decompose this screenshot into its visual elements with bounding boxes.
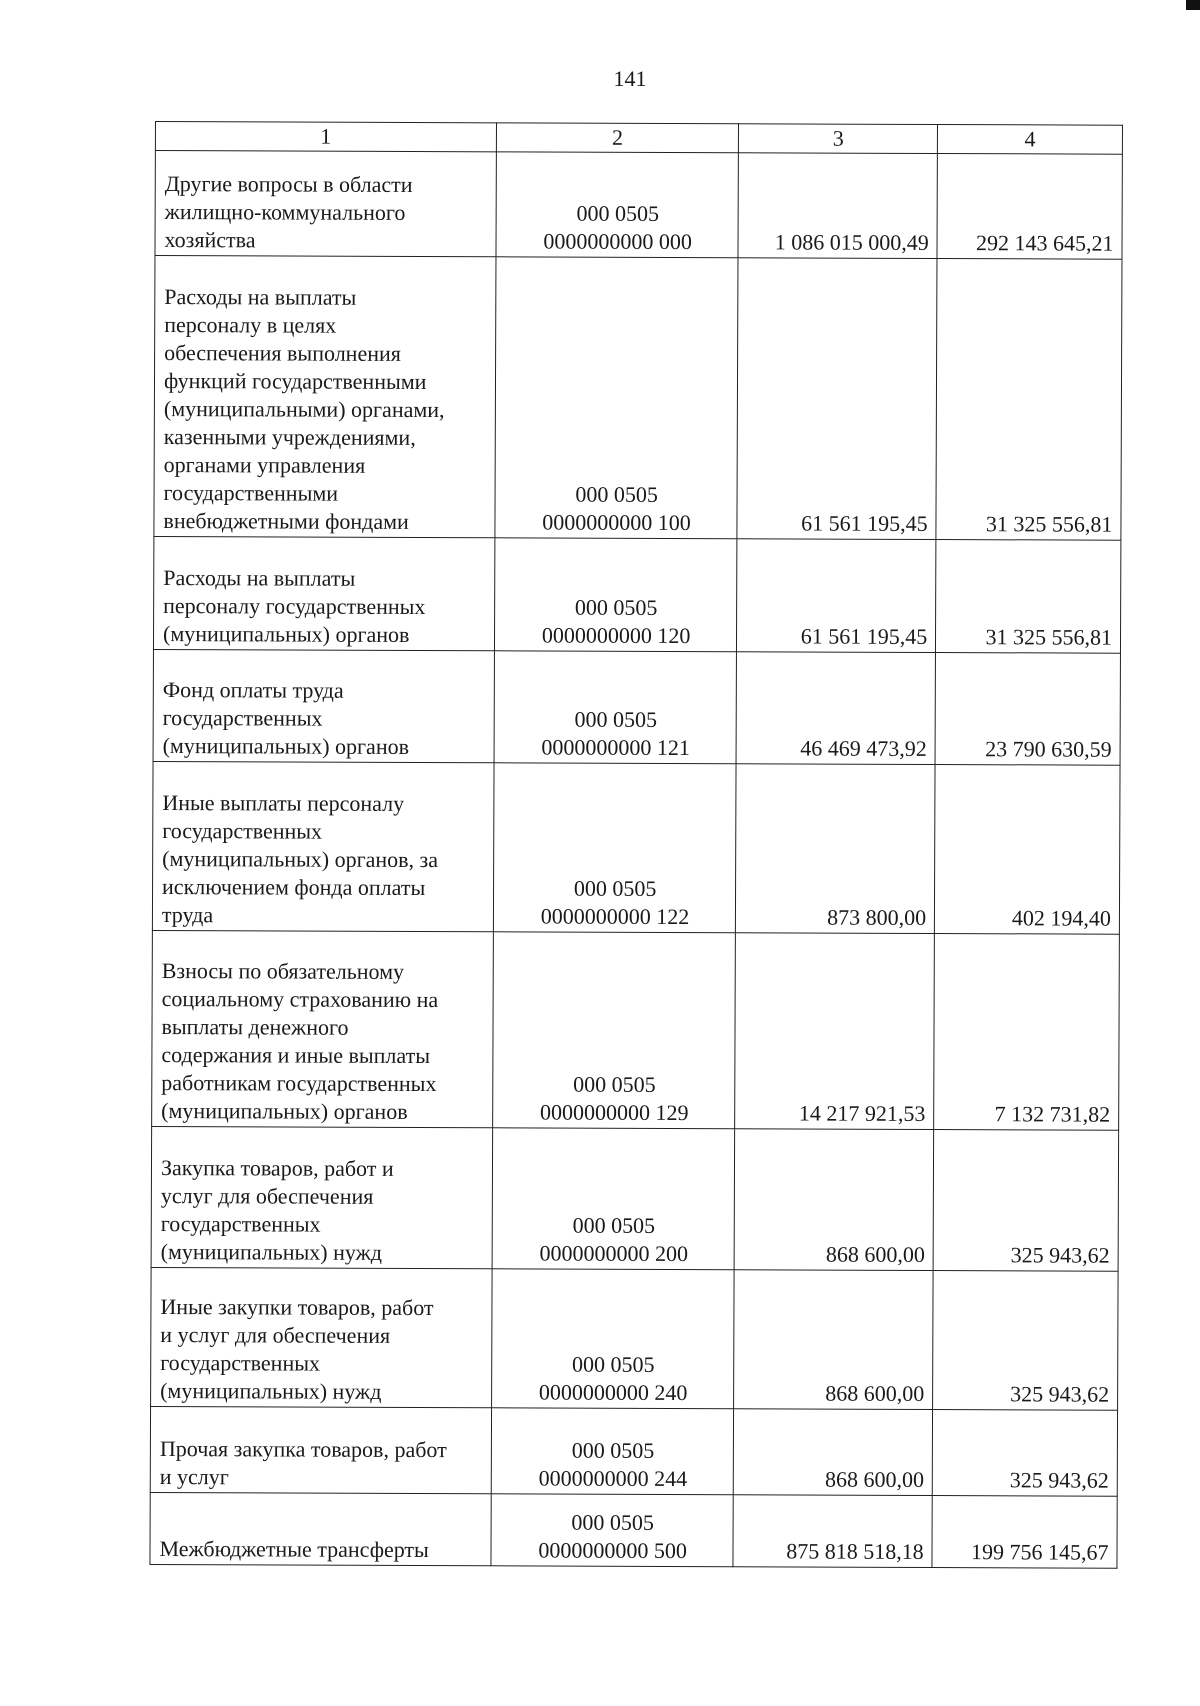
- row-name-cell: [153, 649, 494, 762]
- row-name-cell: [152, 930, 493, 1127]
- row-name-cell: [150, 1492, 491, 1565]
- row-name: Взносы по обязательному социальному страхованию на выплаты денежного содержания и иные выплаты работникам государственных (муниципальных) органов: [161, 958, 439, 1124]
- row-name: Расходы на выплаты персоналу в целях обеспечения выполнения функций государственными (муниципальными) органами, казенными учреждениями, органами управления государственными внебюджетными фондами: [163, 284, 445, 534]
- row-col3-value: 875 818 518,18: [733, 1495, 932, 1568]
- page-number: 141: [613, 66, 647, 91]
- row-col4-value: 31 325 556,81: [936, 540, 1121, 654]
- row-code-cell: [493, 763, 736, 933]
- row-code: 000 0505 0000000000 100: [542, 481, 691, 536]
- row-col3-value: 46 469 473,92: [736, 652, 935, 765]
- row-name: Иные закупки товаров, работ и услуг для обеспечения государственных (муниципальных) нужд: [160, 1294, 434, 1404]
- row-col4-value: 31 325 556,81: [936, 259, 1122, 541]
- row-code: 000 0505 0000000000 244: [538, 1437, 688, 1492]
- row-code: 000 0505 0000000000 200: [539, 1212, 689, 1267]
- table-row: [155, 151, 1122, 260]
- row-col4-value: 292 143 645,21: [937, 154, 1122, 260]
- row-name: Прочая закупка товаров, работ и услуг: [159, 1436, 447, 1490]
- table-row: [151, 1126, 1119, 1271]
- row-name-cell: [150, 1406, 491, 1493]
- row-col4-value: 325 943,62: [932, 1409, 1117, 1496]
- row-name: Фонд оплаты труда государственных (муниципальных) органов: [162, 677, 410, 759]
- row-col4-value: 325 943,62: [933, 1270, 1118, 1410]
- table-row: [153, 649, 1120, 765]
- row-col4-value: 199 756 145,67: [932, 1495, 1117, 1568]
- table-row: [150, 1406, 1117, 1496]
- table-row: [152, 761, 1120, 934]
- row-code-cell: [492, 1128, 735, 1270]
- row-code: 000 0505 0000000000 240: [538, 1351, 688, 1406]
- budget-table: [149, 121, 1123, 1569]
- row-col4-value: 7 132 731,82: [934, 933, 1120, 1130]
- row-name-cell: [154, 256, 496, 538]
- row-code-cell: [494, 651, 737, 764]
- row-name: Расходы на выплаты персоналу государственных (муниципальных) органов: [162, 565, 426, 647]
- row-name-cell: [152, 761, 493, 931]
- row-name: Иные выплаты персоналу государственных (муниципальных) органов, за исключением фонда оплаты труда: [161, 790, 439, 928]
- table-row: [154, 256, 1122, 541]
- row-col3-value: 61 561 195,45: [737, 258, 937, 540]
- row-name-cell: [153, 536, 494, 650]
- table-row: [153, 536, 1120, 653]
- row-name: Закупка товаров, работ и услуг для обеспечения государственных (муниципальных) нужд: [160, 1155, 394, 1265]
- row-code: 000 0505 0000000000 500: [538, 1509, 687, 1564]
- row-col4-value: 23 790 630,59: [935, 653, 1120, 766]
- column-header-3: 3: [739, 124, 938, 154]
- row-code: 000 0505 0000000000 120: [541, 594, 691, 649]
- row-code: 000 0505 0000000000 121: [541, 706, 690, 761]
- row-code-cell: [492, 932, 736, 1129]
- row-name-cell: [151, 1267, 492, 1407]
- row-col3-value: 61 561 195,45: [737, 539, 936, 653]
- column-header-2: 2: [496, 123, 739, 153]
- row-code-cell: [495, 257, 739, 539]
- column-header-1: 1: [155, 122, 496, 152]
- scan-corner-mark: [1186, 0, 1200, 10]
- column-header-4: 4: [938, 125, 1123, 155]
- row-name: Другие вопросы в области жилищно-коммунального хозяйства: [164, 171, 413, 253]
- row-code-cell: [496, 152, 739, 258]
- row-col3-value: 868 600,00: [734, 1409, 933, 1496]
- row-col3-value: 868 600,00: [735, 1129, 934, 1271]
- row-name-cell: [151, 1126, 492, 1268]
- row-code-cell: [491, 1408, 734, 1495]
- table-row: [151, 1267, 1119, 1410]
- row-name-cell: [155, 151, 496, 257]
- row-col4-value: 402 194,40: [935, 765, 1120, 935]
- table-row: [150, 1492, 1117, 1568]
- row-code: 000 0505 0000000000 129: [539, 1071, 689, 1126]
- row-col3-value: 1 086 015 000,49: [738, 153, 937, 259]
- row-col3-value: 873 800,00: [736, 764, 935, 934]
- row-name: Межбюджетные трансферты: [159, 1536, 429, 1563]
- row-col4-value: 325 943,62: [933, 1129, 1118, 1271]
- table-row: [152, 930, 1120, 1130]
- row-code: 000 0505 0000000000 000: [543, 200, 692, 255]
- row-code: 000 0505 0000000000 122: [540, 875, 690, 930]
- row-col3-value: 14 217 921,53: [735, 933, 935, 1130]
- table-header-row: [155, 122, 1122, 155]
- row-code-cell: [491, 1269, 734, 1409]
- row-col3-value: 868 600,00: [734, 1270, 933, 1410]
- row-code-cell: [494, 538, 737, 652]
- row-code-cell: [491, 1494, 734, 1567]
